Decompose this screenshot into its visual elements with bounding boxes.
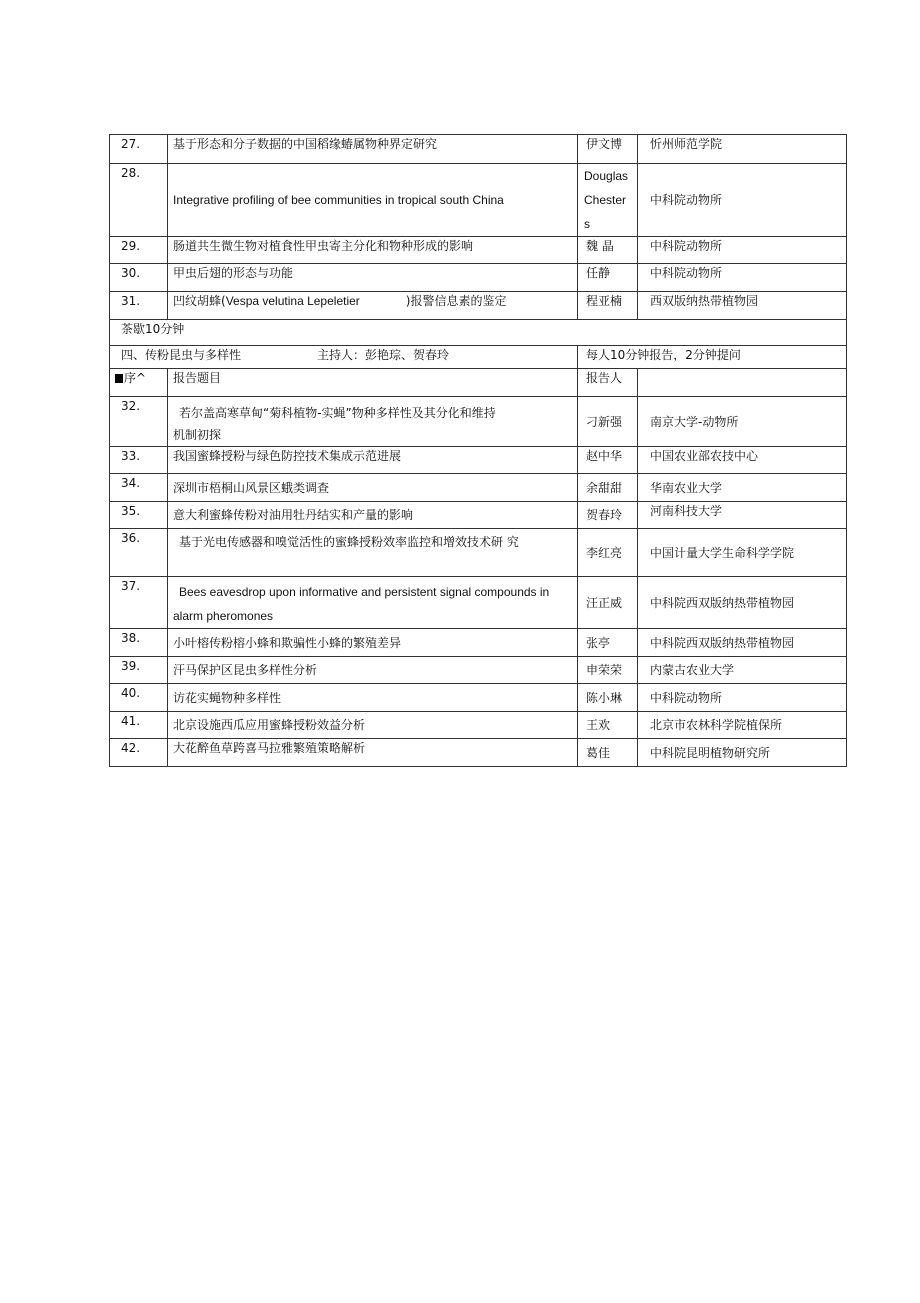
institution: 内蒙古农业大学 (638, 657, 847, 684)
table-row (110, 684, 847, 712)
talk-title: 访花实蝇物种多样性 (168, 684, 578, 712)
institution: 西双版纳热带植物园 (638, 292, 847, 320)
table-row (110, 629, 847, 657)
speaker-name: 魏 晶 (578, 237, 638, 264)
talk-title: 若尔盖高寒草甸“菊科植物-实蝇”物种多样性及其分化和维持 机制初探 (168, 397, 578, 447)
table-row (110, 264, 847, 292)
speaker-name: 伊文博 (578, 135, 638, 164)
row-number: 36. (110, 529, 168, 577)
institution: 中国计量大学生命科学学院 (638, 529, 847, 577)
row-number: 30. (110, 264, 168, 292)
row-number: 29. (110, 237, 168, 264)
table-row (110, 739, 847, 767)
speaker-name: 刁新强 (578, 397, 638, 447)
row-number: 39. (110, 657, 168, 684)
session-title: 四、传粉昆虫与多样性 (121, 348, 242, 362)
institution: 北京市农林科学院植保所 (638, 712, 847, 739)
row-number: 42. (110, 739, 168, 767)
table-row (110, 474, 847, 502)
table-row (110, 577, 847, 629)
table-row (110, 237, 847, 264)
speaker-name: 任静 (578, 264, 638, 292)
talk-title: Integrative profiling of bee communities in tropical south China (173, 193, 504, 207)
talk-title: 肠道共生微生物对植食性甲虫寄主分化和物种形成的影响 (168, 237, 578, 264)
institution: 河南科技大学 (638, 502, 847, 529)
header-speaker: 报告人 (578, 369, 638, 397)
institution: 中科院西双版纳热带植物园 (638, 577, 847, 629)
institution: 忻州师范学院 (638, 135, 847, 164)
speaker-name: 李红亮 (578, 529, 638, 577)
table-row (110, 529, 847, 577)
row-number: 31. (110, 292, 168, 320)
row-number: 40. (110, 684, 168, 712)
speaker-name: 程亚楠 (578, 292, 638, 320)
institution: 华南农业大学 (638, 474, 847, 502)
table-row (110, 712, 847, 739)
talk-title: 深圳市梧桐山风景区蛾类调查 (168, 474, 578, 502)
speaker-name: 葛佳 (578, 739, 638, 767)
table-row (110, 164, 847, 237)
speaker-name: 贺春玲 (578, 502, 638, 529)
session-row (110, 346, 847, 369)
talk-title: 意大利蜜蜂传粉对油用牡丹结实和产量的影响 (168, 502, 578, 529)
row-number: 35. (110, 502, 168, 529)
talk-title: 大花醉鱼草跨喜马拉雅繁殖策略解析 (168, 739, 578, 767)
header-number: 序^ (110, 369, 168, 397)
speaker-name: Douglas Chester s (578, 164, 638, 237)
table-row (110, 447, 847, 474)
schedule-table (109, 134, 847, 767)
table-row (110, 292, 847, 320)
institution: 中科院西双版纳热带植物园 (638, 629, 847, 657)
table-row (110, 397, 847, 447)
talk-title: 基于光电传感器和嗅觉活性的蜜蜂授粉效率监控和增效技术研 究 (168, 529, 578, 577)
row-number: 28. (110, 164, 168, 237)
institution: 中科院动物所 (638, 684, 847, 712)
institution: 中科院动物所 (638, 237, 847, 264)
header-row (110, 369, 847, 397)
institution: 中科院昆明植物研究所 (638, 739, 847, 767)
talk-title: 甲虫后翅的形态与功能 (168, 264, 578, 292)
session-host: 主持人：彭艳琮、贺春玲 (317, 348, 450, 362)
row-number: 32. (110, 397, 168, 447)
row-number: 37. (110, 577, 168, 629)
institution: 中国农业部农技中心 (638, 447, 847, 474)
talk-title: 汗马保护区昆虫多样性分析 (168, 657, 578, 684)
speaker-name: 汪正威 (578, 577, 638, 629)
row-number: 27. (110, 135, 168, 164)
break-note: 茶歇10分钟 (110, 320, 847, 346)
talk-title: Bees eavesdrop upon informative and persistent signal compounds in alarm pheromones (168, 577, 578, 629)
break-row (110, 320, 847, 346)
table-row (110, 502, 847, 529)
speaker-name: 王欢 (578, 712, 638, 739)
session-heading (110, 346, 578, 369)
row-number: 33. (110, 447, 168, 474)
institution: 中科院动物所 (638, 164, 847, 237)
talk-title: 凹纹胡蜂(Vespa velutina Lepeletier )报警信息素的鉴定 (168, 292, 578, 320)
talk-title: 基于形态和分子数据的中国稻缘蝽属物种界定研究 (168, 135, 578, 164)
session-format: 每人10分钟报告，2分钟提问 (578, 346, 847, 369)
speaker-name: 余甜甜 (578, 474, 638, 502)
institution: 南京大学-动物所 (638, 397, 847, 447)
square-bullet-icon (115, 374, 123, 383)
speaker-name: 赵中华 (578, 447, 638, 474)
institution: 中科院动物所 (638, 264, 847, 292)
table-row (110, 135, 847, 164)
speaker-name: 陈小琳 (578, 684, 638, 712)
talk-title: 小叶榕传粉榕小蜂和欺骗性小蜂的繁殖差异 (168, 629, 578, 657)
talk-title: 北京设施西瓜应用蜜蜂授粉效益分析 (168, 712, 578, 739)
row-number: 34. (110, 474, 168, 502)
header-institution (638, 369, 847, 397)
table-row (110, 657, 847, 684)
row-number: 38. (110, 629, 168, 657)
speaker-name: 申荣荣 (578, 657, 638, 684)
talk-title: 我国蜜蜂授粉与绿色防控技术集成示范进展 (168, 447, 578, 474)
speaker-name: 张亭 (578, 629, 638, 657)
header-title: 报告题目 (168, 369, 578, 397)
row-number: 41. (110, 712, 168, 739)
